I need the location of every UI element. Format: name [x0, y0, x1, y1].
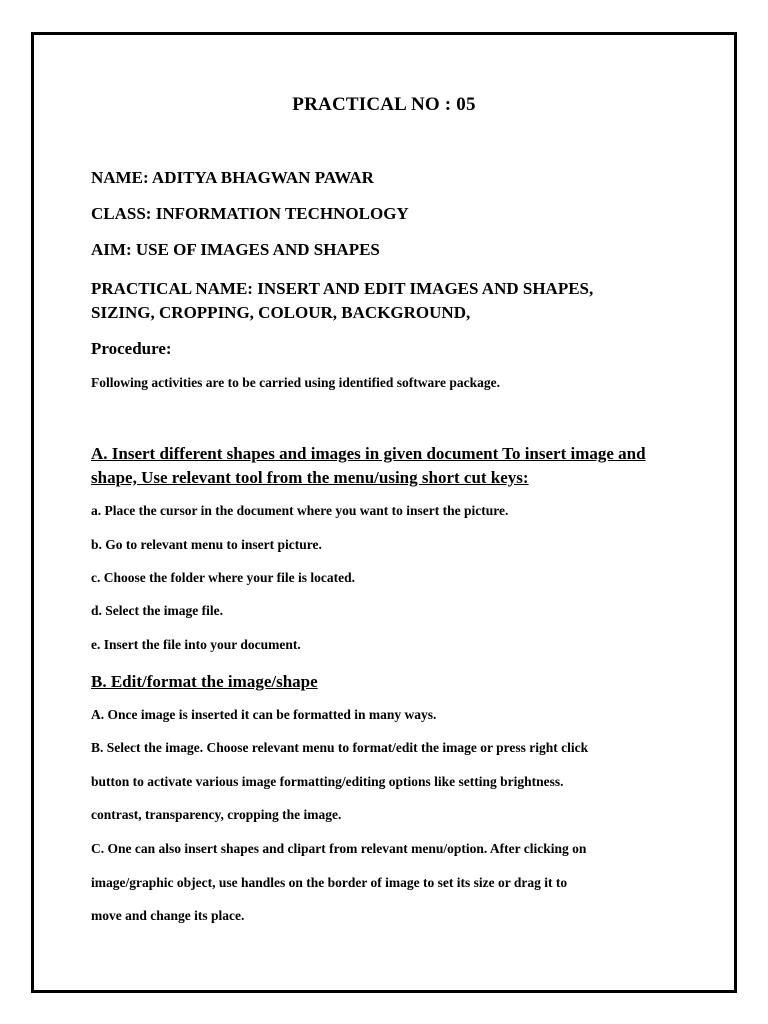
class-line: CLASS: INFORMATION TECHNOLOGY — [91, 204, 409, 223]
step-b: b. Go to relevant menu to insert picture. — [91, 537, 322, 552]
aim-line: AIM: USE OF IMAGES AND SHAPES — [91, 240, 380, 259]
procedure-heading: Procedure: — [91, 339, 172, 358]
section-b-heading — [91, 670, 691, 694]
section-b-line-1: A. Once image is inserted it can be formatted in many ways. — [91, 707, 437, 722]
section-a-heading — [91, 442, 691, 490]
name-line: NAME: ADITYA BHAGWAN PAWAR — [91, 168, 374, 187]
step-a: a. Place the cursor in the document where you want to insert the picture. — [91, 503, 509, 518]
section-b-line-7: move and change its place. — [91, 908, 245, 923]
section-b-heading-text: B. Edit/format the image/shape — [91, 672, 318, 691]
section-a-heading-line-1: A. Insert different shapes and images in given document To insert image and — [91, 444, 646, 463]
section-b-line-5: C. One can also insert shapes and clipart from relevant menu/option. After clicking on — [91, 841, 587, 856]
step-c: c. Choose the folder where your file is located. — [91, 570, 355, 585]
practical-name-line-1: PRACTICAL NAME: INSERT AND EDIT IMAGES AND SHAPES, — [91, 279, 594, 298]
step-e: e. Insert the file into your document. — [91, 637, 301, 652]
step-d: d. Select the image file. — [91, 603, 223, 618]
section-a-heading-line-2: shape, Use relevant tool from the menu/using short cut keys: — [91, 468, 529, 487]
document-title: PRACTICAL NO : 05 — [292, 94, 476, 115]
intro-text: Following activities are to be carried using identified software package. — [91, 375, 500, 390]
practical-name-line-2: SIZING, CROPPING, COLOUR, BACKGROUND, — [91, 303, 471, 322]
section-b-line-2: B. Select the image. Choose relevant menu to format/edit the image or press right click — [91, 740, 589, 755]
section-b-line-6: image/graphic object, use handles on the border of image to set its size or drag it to — [91, 875, 568, 890]
section-b-line-3: button to activate various image formatting/editing options like setting brightness. — [91, 774, 564, 789]
practical-name — [91, 277, 691, 325]
section-b-line-4: contrast, transparency, cropping the image. — [91, 807, 342, 822]
